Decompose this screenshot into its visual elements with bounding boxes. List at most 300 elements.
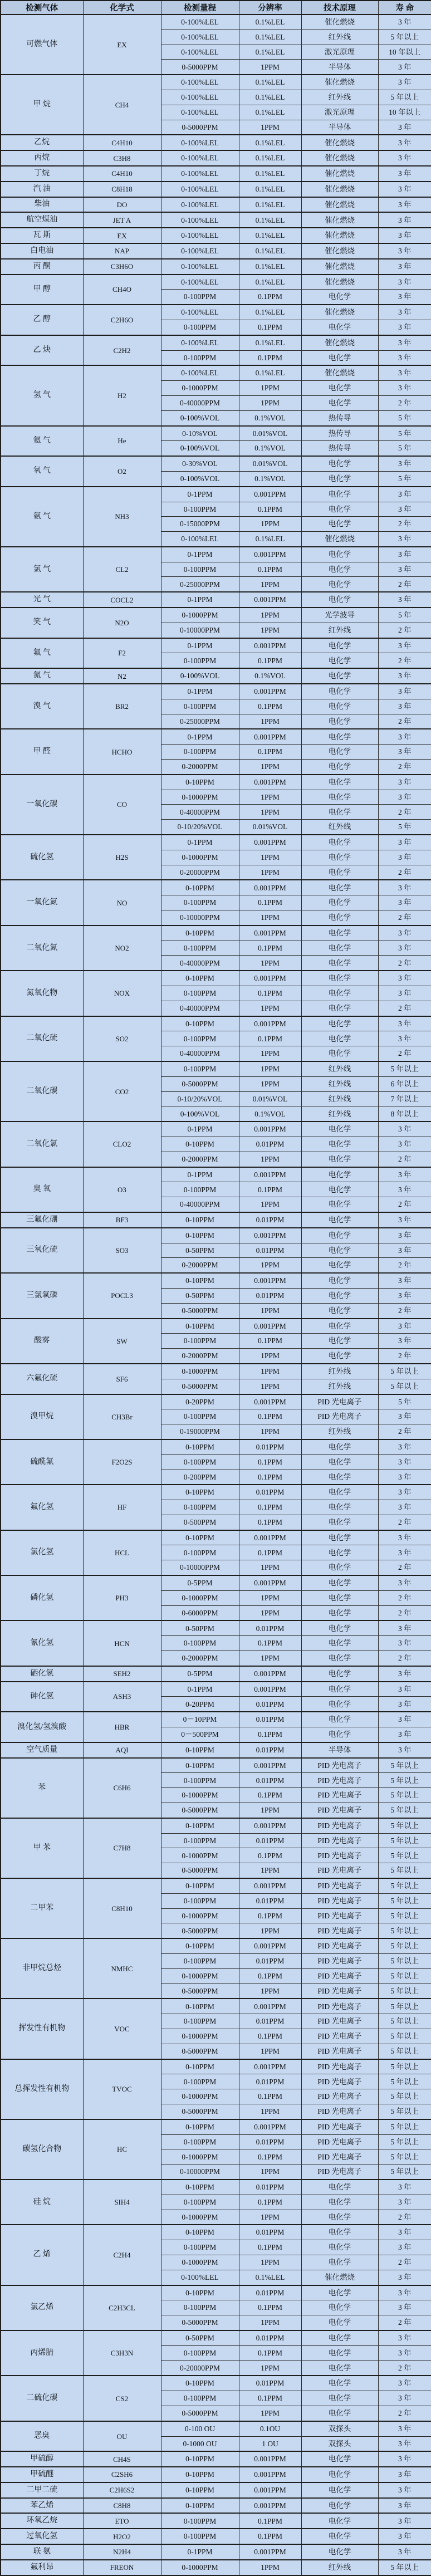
principle-cell: 电化学 [301, 1605, 378, 1620]
spec-row [1, 1818, 431, 1833]
lifespan-cell: 5 年以上 [378, 2104, 431, 2119]
principle-cell: 电化学 [301, 1349, 378, 1364]
principle-cell: PID 光电离子 [301, 1908, 378, 1923]
principle-cell: 电化学 [301, 668, 378, 684]
lifespan-cell: 3 年 [378, 2285, 431, 2300]
lifespan-cell: 3 年 [378, 850, 431, 865]
spec-row [1, 1758, 431, 1773]
gas-name-cell: 磷化氢 [1, 1575, 83, 1620]
resolution-cell: 0.1PPM [239, 2089, 301, 2104]
range-cell: 0-100PPM [161, 2300, 239, 2315]
lifespan-cell: 3 年 [378, 166, 431, 182]
spec-row [1, 775, 431, 790]
range-cell: 0-50PPM [161, 1243, 239, 1258]
resolution-cell: 0.1PPM [239, 2195, 301, 2210]
resolution-cell: 0.01PPM [239, 2225, 301, 2240]
range-cell: 0-100PPM [161, 2134, 239, 2149]
range-cell: 0-100PPM [161, 1954, 239, 1969]
chemical-formula-cell: CLO2 [83, 1122, 161, 1167]
principle-cell: 电化学 [301, 2240, 378, 2255]
lifespan-cell: 5 年以上 [378, 1773, 431, 1788]
principle-cell: 催化燃烧 [301, 365, 378, 380]
gas-name-cell: 乙烷 [1, 135, 83, 150]
range-cell: 0-5000PPM [161, 1923, 239, 1938]
lifespan-cell: 7 年以上 [378, 1091, 431, 1106]
principle-cell: 半导体 [301, 120, 378, 135]
principle-cell: 电化学 [301, 745, 378, 760]
lifespan-cell: 5 年以上 [378, 1818, 431, 1833]
gas-name-cell: 甲 醛 [1, 729, 83, 774]
resolution-cell: 0.1PPM [239, 1788, 301, 1803]
spec-row [1, 2225, 431, 2240]
principle-cell: 电化学 [301, 1560, 378, 1575]
resolution-cell: 0.001PPM [239, 880, 301, 895]
gas-name-cell: 恶臭 [1, 2421, 83, 2452]
principle-cell: 激光原理 [301, 105, 378, 120]
range-cell: 0-100PPM [161, 1833, 239, 1848]
resolution-cell: 1PPM [239, 2406, 301, 2421]
resolution-cell: 0.001PPM [239, 2544, 301, 2560]
lifespan-cell: 3 年 [378, 986, 431, 1001]
spec-row [1, 135, 431, 150]
principle-cell: 催化燃烧 [301, 150, 378, 166]
range-cell: 0-10/20%VOL [161, 820, 239, 835]
chemical-formula-cell: H2 [83, 365, 161, 425]
lifespan-cell: 2 年 [378, 1152, 431, 1167]
gas-name-cell: 一氧化氮 [1, 880, 83, 925]
lifespan-cell: 3 年 [378, 2345, 431, 2360]
resolution-cell: 0.01PPM [239, 1485, 301, 1500]
range-cell: 0-1PPM [161, 487, 239, 502]
resolution-cell: 0.01PPM [239, 2376, 301, 2391]
principle-cell: 电化学 [301, 775, 378, 790]
resolution-cell: 0.1%LEL [239, 166, 301, 182]
lifespan-cell: 3 年 [378, 2240, 431, 2255]
principle-cell: 电化学 [301, 2180, 378, 2195]
range-cell: 0-100PPM [161, 2529, 239, 2544]
resolution-cell: 0.01PPM [239, 2180, 301, 2195]
principle-cell: 电化学 [301, 2391, 378, 2406]
range-cell: 0-100%VOL [161, 441, 239, 456]
range-cell: 0-1000PPM [161, 2210, 239, 2225]
spec-row [1, 197, 431, 213]
gas-name-cell: 苯 [1, 1758, 83, 1818]
lifespan-cell: 3 年 [378, 14, 431, 30]
spec-row [1, 426, 431, 441]
spec-row [1, 608, 431, 623]
range-cell: 0-5000PPM [161, 1076, 239, 1091]
range-cell: 0-2000PPM [161, 1349, 239, 1364]
principle-cell: 电化学 [301, 1288, 378, 1303]
range-cell: 0-100%VOL [161, 410, 239, 425]
range-cell: 0-20PPM [161, 1697, 239, 1712]
resolution-cell: 0.1%LEL [239, 14, 301, 30]
resolution-cell: 0.001PPM [239, 1666, 301, 1682]
principle-cell: 电化学 [301, 1197, 378, 1212]
principle-cell: 催化燃烧 [301, 166, 378, 182]
principle-cell: 电化学 [301, 1697, 378, 1712]
range-cell: 0-10PPM [161, 1137, 239, 1152]
gas-name-cell: 氯乙烯 [1, 2285, 83, 2330]
lifespan-cell: 8 年以上 [378, 1106, 431, 1122]
range-cell: 0-10PPM [161, 2451, 239, 2467]
resolution-cell: 0.001PPM [239, 971, 301, 986]
resolution-cell: 0.1PPM [239, 2029, 301, 2044]
spec-row [1, 487, 431, 502]
resolution-cell: 1PPM [239, 2164, 301, 2180]
principle-cell: PID 光电离子 [301, 2104, 378, 2119]
principle-cell: 催化燃烧 [301, 14, 378, 30]
resolution-cell: 0.001PPM [239, 684, 301, 699]
resolution-cell: 0.01PPM [239, 2285, 301, 2300]
lifespan-cell: 3 年 [378, 1243, 431, 1258]
lifespan-cell: 5 年以上 [378, 90, 431, 105]
range-cell: 0-100PPM [161, 1409, 239, 1424]
principle-cell: 电化学 [301, 2529, 378, 2544]
spec-row [1, 1439, 431, 1454]
principle-cell: 电化学 [301, 1636, 378, 1651]
chemical-formula-cell: CH4S [83, 2451, 161, 2467]
gas-name-cell: 氟利昂 [1, 2560, 83, 2575]
resolution-cell: 1PPM [239, 805, 301, 820]
principle-cell: 催化燃烧 [301, 228, 378, 243]
range-cell: 0-10PPM [161, 2498, 239, 2514]
chemical-formula-cell: H2S [83, 835, 161, 880]
principle-cell: 电化学 [301, 1212, 378, 1228]
resolution-cell: 0.1%LEL [239, 30, 301, 45]
lifespan-cell: 3 年 [378, 1288, 431, 1303]
resolution-cell: 1PPM [239, 1152, 301, 1167]
resolution-cell: 0.01PPM [239, 1833, 301, 1848]
principle-cell: PID 光电离子 [301, 2044, 378, 2059]
header-formula: 化学式 [83, 1, 161, 14]
principle-cell: PID 光电离子 [301, 2119, 378, 2134]
lifespan-cell: 5 年以上 [378, 2149, 431, 2164]
spec-row [1, 335, 431, 350]
principle-cell: 半导体 [301, 60, 378, 75]
lifespan-cell: 2 年 [378, 714, 431, 729]
range-cell: 0-40000PPM [161, 956, 239, 971]
spec-row [1, 228, 431, 243]
gas-name-cell: 丙烯腈 [1, 2330, 83, 2376]
principle-cell: 电化学 [301, 1651, 378, 1666]
resolution-cell: 0.1PPM [239, 1727, 301, 1742]
header-principle: 技术原理 [301, 1, 378, 14]
principle-cell: 电化学 [301, 456, 378, 471]
range-cell: 0－500PPM [161, 1727, 239, 1742]
lifespan-cell: 3 年 [378, 1575, 431, 1590]
spec-row [1, 971, 431, 986]
principle-cell: 激光原理 [301, 45, 378, 60]
principle-cell: PID 光电离子 [301, 1788, 378, 1803]
principle-cell: 热传导 [301, 410, 378, 425]
resolution-cell: 0.001PPM [239, 925, 301, 941]
lifespan-cell: 3 年 [378, 305, 431, 320]
gas-name-cell: 二氧化氮 [1, 925, 83, 971]
gas-name-cell: 臭 氧 [1, 1167, 83, 1212]
range-cell: 0-5000PPM [161, 2406, 239, 2421]
lifespan-cell: 2 年 [378, 956, 431, 971]
resolution-cell: 0.1PPM [239, 290, 301, 305]
table-body [1, 14, 431, 2575]
chemical-formula-cell: C3H8 [83, 150, 161, 166]
lifespan-cell: 3 年 [378, 2529, 431, 2544]
lifespan-cell: 3 年 [378, 335, 431, 350]
chemical-formula-cell: C4H10 [83, 166, 161, 182]
lifespan-cell: 3 年 [378, 1228, 431, 1243]
resolution-cell: 0.001PPM [239, 1758, 301, 1773]
spec-row [1, 880, 431, 895]
lifespan-cell: 3 年 [378, 1485, 431, 1500]
resolution-cell: 1PPM [239, 1590, 301, 1605]
resolution-cell: 1PPM [239, 1076, 301, 1091]
range-cell: 0-100PPM [161, 2513, 239, 2529]
principle-cell: 电化学 [301, 2513, 378, 2529]
range-cell: 0-20000PPM [161, 2360, 239, 2376]
lifespan-cell: 3 年 [378, 228, 431, 243]
range-cell: 0-5000PPM [161, 2104, 239, 2119]
principle-cell: PID 光电离子 [301, 2089, 378, 2104]
lifespan-cell: 5 年以上 [378, 2089, 431, 2104]
range-cell: 0-10PPM [161, 1878, 239, 1893]
range-cell: 0-2000PPM [161, 760, 239, 775]
resolution-cell: 0.1PPM [239, 1908, 301, 1923]
gas-name-cell: 二硫化碳 [1, 2376, 83, 2421]
principle-cell: 电化学 [301, 1575, 378, 1590]
range-cell: 0-100PPM [161, 1636, 239, 1651]
gas-name-cell: 丙 酮 [1, 259, 83, 275]
resolution-cell: 1PPM [239, 1046, 301, 1061]
spec-row [1, 150, 431, 166]
chemical-formula-cell: ETO [83, 2513, 161, 2529]
principle-cell: 电化学 [301, 1439, 378, 1454]
principle-cell: 电化学 [301, 2210, 378, 2225]
gas-name-cell: 氯 气 [1, 547, 83, 592]
lifespan-cell: 2 年 [378, 865, 431, 880]
lifespan-cell: 3 年 [378, 2544, 431, 2560]
resolution-cell: 0.01PPM [239, 1712, 301, 1727]
spec-row [1, 456, 431, 471]
chemical-formula-cell: NOX [83, 971, 161, 1016]
range-cell: 0-10PPM [161, 2482, 239, 2498]
chemical-formula-cell: CH4O [83, 275, 161, 305]
gas-name-cell: 甲 烷 [1, 75, 83, 135]
lifespan-cell: 3 年 [378, 365, 431, 380]
spec-row [1, 75, 431, 90]
chemical-formula-cell: F2O2S [83, 1439, 161, 1485]
range-cell: 0-50PPM [161, 1288, 239, 1303]
lifespan-cell: 2 年 [378, 2315, 431, 2330]
lifespan-cell: 2 年 [378, 1560, 431, 1575]
lifespan-cell: 5 年以上 [378, 1893, 431, 1908]
principle-cell: 电化学 [301, 1319, 378, 1334]
resolution-cell: 0.001PPM [239, 1938, 301, 1953]
range-cell: 0-100PPM [161, 1334, 239, 1349]
lifespan-cell: 3 年 [378, 895, 431, 910]
resolution-cell: 0.001PPM [239, 1818, 301, 1833]
resolution-cell: 0.01PPM [239, 1137, 301, 1152]
resolution-cell: 0.001PPM [239, 2119, 301, 2134]
range-cell: 0-25000PPM [161, 577, 239, 592]
range-cell: 0-1000PPM [161, 2029, 239, 2044]
gas-name-cell: 环氧乙烷 [1, 2513, 83, 2529]
lifespan-cell: 3 年 [378, 1620, 431, 1635]
header-lifespan: 寿 命 [378, 1, 431, 14]
principle-cell: 电化学 [301, 2315, 378, 2330]
principle-cell: 光学波导 [301, 608, 378, 623]
principle-cell: PID 光电离子 [301, 1984, 378, 1999]
principle-cell: PID 光电离子 [301, 1938, 378, 1953]
lifespan-cell: 3 年 [378, 2376, 431, 2391]
principle-cell: PID 光电离子 [301, 1878, 378, 1893]
lifespan-cell: 5 年以上 [378, 1923, 431, 1938]
lifespan-cell: 3 年 [378, 60, 431, 75]
principle-cell: PID 光电离子 [301, 2059, 378, 2074]
spec-row [1, 2421, 431, 2436]
resolution-cell: 0.1%LEL [239, 105, 301, 120]
lifespan-cell: 3 年 [378, 1409, 431, 1424]
resolution-cell: 0.1%LEL [239, 228, 301, 243]
lifespan-cell: 2 年 [378, 577, 431, 592]
lifespan-cell: 3 年 [378, 1167, 431, 1182]
range-cell: 0-1000PPM [161, 1908, 239, 1923]
spec-row [1, 1273, 431, 1288]
principle-cell: 催化燃烧 [301, 305, 378, 320]
spec-row [1, 243, 431, 259]
resolution-cell: 1PPM [239, 381, 301, 396]
chemical-formula-cell: CO2 [83, 1061, 161, 1122]
lifespan-cell: 2 年 [378, 1001, 431, 1016]
principle-cell: 电化学 [301, 925, 378, 941]
range-cell: 0-100 OU [161, 2421, 239, 2436]
gas-name-cell: 硫酰氟 [1, 1439, 83, 1485]
resolution-cell: 1PPM [239, 1863, 301, 1878]
resolution-cell: 0.1PPM [239, 1545, 301, 1560]
range-cell: 0-100%LEL [161, 197, 239, 213]
resolution-cell: 1PPM [239, 1424, 301, 1439]
principle-cell: PID 光电离子 [301, 1833, 378, 1848]
chemical-formula-cell: C8H18 [83, 182, 161, 197]
range-cell: 0-1000PPM [161, 850, 239, 865]
gas-name-cell: 氮 气 [1, 668, 83, 684]
gas-name-cell: 二氧化碳 [1, 1061, 83, 1122]
principle-cell: 电化学 [301, 592, 378, 608]
lifespan-cell: 5 年以上 [378, 2059, 431, 2074]
range-cell: 0-100%LEL [161, 275, 239, 290]
resolution-cell: 0.001PPM [239, 1530, 301, 1545]
principle-cell: 电化学 [301, 1727, 378, 1742]
resolution-cell: 0.1PPM [239, 2300, 301, 2315]
lifespan-cell: 5 年以上 [378, 2014, 431, 2029]
range-cell: 0-100%LEL [161, 182, 239, 197]
principle-cell: 电化学 [301, 395, 378, 410]
spec-row [1, 2059, 431, 2074]
principle-cell: PID 光电离子 [301, 2029, 378, 2044]
spec-row [1, 1938, 431, 1953]
principle-cell: 电化学 [301, 471, 378, 486]
spec-row [1, 2529, 431, 2544]
chemical-formula-cell: CL2 [83, 547, 161, 592]
principle-cell: 电化学 [301, 850, 378, 865]
lifespan-cell: 3 年 [378, 150, 431, 166]
principle-cell: 电化学 [301, 1485, 378, 1500]
principle-cell: 电化学 [301, 941, 378, 956]
principle-cell: 半导体 [301, 1742, 378, 1758]
resolution-cell: 0.1PPM [239, 653, 301, 668]
lifespan-cell: 3 年 [378, 1182, 431, 1197]
lifespan-cell: 3 年 [378, 562, 431, 577]
principle-cell: PID 光电离子 [301, 1394, 378, 1409]
resolution-cell: 0.01%VOL [239, 426, 301, 441]
resolution-cell: 0.001PPM [239, 1575, 301, 1590]
gas-name-cell: 砷化氢 [1, 1682, 83, 1712]
principle-cell: 电化学 [301, 805, 378, 820]
principle-cell: 电化学 [301, 1273, 378, 1288]
range-cell: 0-1000PPM [161, 381, 239, 396]
lifespan-cell: 3 年 [378, 2451, 431, 2467]
resolution-cell: 1PPM [239, 1651, 301, 1666]
principle-cell: 红外线 [301, 2560, 378, 2575]
spec-row [1, 2498, 431, 2514]
lifespan-cell: 3 年 [378, 1031, 431, 1046]
principle-cell: 电化学 [301, 1454, 378, 1470]
principle-cell: 电化学 [301, 790, 378, 805]
lifespan-cell: 2 年 [378, 1349, 431, 1364]
spec-row [1, 1122, 431, 1137]
chemical-formula-cell: HCHO [83, 729, 161, 774]
resolution-cell: 0.1PPM [239, 2391, 301, 2406]
chemical-formula-cell: EX [83, 228, 161, 243]
principle-cell: PID 光电离子 [301, 1848, 378, 1863]
resolution-cell: 0.1PPM [239, 2345, 301, 2360]
principle-cell: 电化学 [301, 2285, 378, 2300]
lifespan-cell: 5 年以上 [378, 1803, 431, 1818]
range-cell: 0-100PPM [161, 1182, 239, 1197]
resolution-cell: 0.1%LEL [239, 75, 301, 90]
resolution-cell: 1PPM [239, 623, 301, 638]
lifespan-cell: 3 年 [378, 547, 431, 562]
spec-row [1, 592, 431, 608]
range-cell: 0-10PPM [161, 1818, 239, 1833]
gas-name-cell: 二氧化氯 [1, 1122, 83, 1167]
principle-cell: 电化学 [301, 1122, 378, 1137]
chemical-formula-cell: F2 [83, 638, 161, 669]
lifespan-cell: 5 年 [378, 471, 431, 486]
resolution-cell: 0.001PPM [239, 2498, 301, 2514]
lifespan-cell: 3 年 [378, 2482, 431, 2498]
resolution-cell: 0.1PPM [239, 1636, 301, 1651]
resolution-cell: 0.1PPM [239, 941, 301, 956]
resolution-cell: 1PPM [239, 1560, 301, 1575]
principle-cell: 电化学 [301, 1137, 378, 1152]
principle-cell: PID 光电离子 [301, 1818, 378, 1833]
spec-row [1, 1485, 431, 1500]
lifespan-cell: 2 年 [378, 1424, 431, 1439]
spec-row [1, 668, 431, 684]
principle-cell: 催化燃烧 [301, 335, 378, 350]
chemical-formula-cell: TVOC [83, 2059, 161, 2119]
range-cell: 0-10PPM [161, 2376, 239, 2391]
range-cell: 0-5000PPM [161, 1803, 239, 1818]
range-cell: 0-5000PPM [161, 1984, 239, 1999]
principle-cell: 电化学 [301, 547, 378, 562]
principle-cell: 电化学 [301, 1243, 378, 1258]
principle-cell: 电化学 [301, 1303, 378, 1318]
range-cell: 0-1PPM [161, 835, 239, 850]
chemical-formula-cell: NMHC [83, 1938, 161, 1999]
lifespan-cell: 3 年 [378, 1666, 431, 1682]
resolution-cell: 1PPM [239, 2210, 301, 2225]
